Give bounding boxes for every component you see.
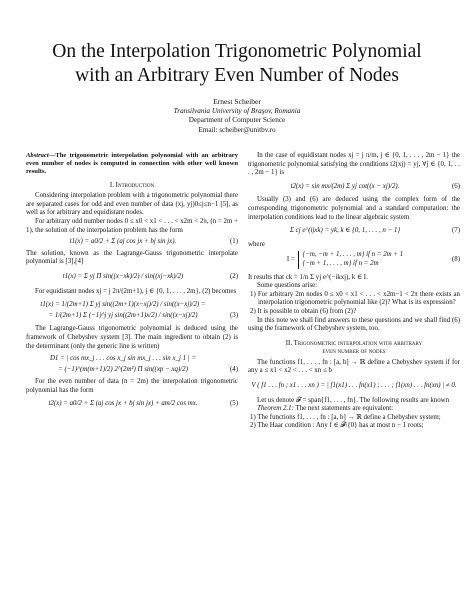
equation-number: (8) [451, 255, 460, 263]
theorem-label: Theorem 2.1: [257, 405, 294, 413]
equation-body: t2(x) = a0/2 + Σ (aj cos jx + bj sin jx) + am/2 cos mx. [48, 400, 198, 408]
equation-body: t2(x) = sin mx/(2m) Σ yj cot((x − xj)/2). [290, 182, 400, 190]
theorem [248, 405, 460, 414]
paragraph: For arbitrary odd number nodes 0 ≤ x0 < x1 < . . . < x2m < 2π, (n = 2m + 1), the solution of the interpolation problem has the form [26, 217, 238, 234]
equation-number: (5) [229, 400, 238, 408]
equation-number: (4) [229, 365, 238, 373]
equation-number: (1) [229, 238, 238, 246]
paragraph: The functions f1, . . . , fn : [a, b] → ℝ define a Chebyshev system if for any a ≤ x1 < x2 < . . . < xn ≤ b [248, 358, 460, 375]
paragraph: Some questions arise: [257, 282, 318, 290]
equation-8 [248, 251, 460, 268]
equation-number: (6) [451, 182, 460, 190]
equation-4 [26, 355, 238, 364]
abstract-label: Abstract [26, 152, 49, 159]
question-2: 2) It is possible to obtain (6) from (2)? [250, 307, 357, 315]
paper-title [0, 40, 474, 88]
paragraph: For the even number of data (n = 2m) the interpolation trigonometric polynomial has the form [26, 378, 238, 394]
right-column [248, 152, 460, 431]
equation-2 [26, 273, 238, 282]
section-heading-1: I. Introduction [109, 181, 155, 189]
equation-body: t1(x) = a0/2 + Σ (aj cos jx + bj sin jx). [69, 238, 177, 246]
question-1: 1) For arbitrary 2m nodes 0 ≤ x0 < x1 < . . . < x2m−1 < 2π there exists an interpolation trigonometric polynomial like (2)? What is its expression? [250, 290, 460, 307]
equation-3 [26, 301, 238, 310]
paragraph: The Lagrange-Gauss trigonometric polynomial is deduced using the framework of Chebyshev system [3]. The main ingredient to obtain (2) is the determinant (only the generic line is written) [26, 325, 238, 350]
title-line-1: On the Interpolation Trigonometric Polynomial [52, 41, 422, 62]
left-column [26, 152, 238, 414]
paragraph: Usually (3) and (6) are deduced using the complex form of the corresponding trigonometric polynomial and a standard computation: the interpolation conditions lead to the linear algebraic system [248, 196, 460, 221]
equation-4-cont [26, 366, 238, 375]
section-heading-2 [248, 340, 460, 357]
equation-9 [248, 382, 460, 391]
equation-7 [248, 227, 460, 236]
equation-body: V ( f1 . . . fn ; x1 . . . xn ) = | f1(x1) . . . fn(x1) ; . . . ; f1(xn) . . . fn(xn) | ≠ 0. [251, 382, 457, 390]
author-email: Email: scheiber@unitbv.ro [198, 125, 276, 134]
equation-body: = (−1)^(m(m+1)/2) 2^(2m²) Π sin((xp − xq)/2) [58, 365, 188, 373]
equation-8-case-2: {−m + 1, . . . , m} if n = 2m [302, 259, 379, 267]
theorem-item-1: 1) The functions f1, . . . , fn : [a, b] → ℝ define a Chebyshev system; [250, 413, 441, 421]
equation-body: = 1/(2m+1) Σ (−1)^j yj sin((2m+1)x/2) / sin((x−xj)/2) [48, 311, 198, 319]
paragraph: The solution, known as the Lagrange-Gauss trigonometric interpolate polynomial is [3],[4] [26, 249, 238, 266]
section-heading-2-line-2: even number of nodes [322, 348, 386, 356]
equation-body: Σ cj e^(ijxk) = yk, k ∈ {0, 1, . . . , n − 1} [289, 227, 401, 235]
paragraph: For equidistant nodes xj = j 2π/(2m+1), j ∈ {0, 1, . . . , 2m}, (2) becomes [35, 287, 237, 295]
equation-1 [26, 238, 238, 247]
equation-body: D1 = | cos mx_j . . . cos x_j sin mx_j . . . sin x_j 1 | = [49, 355, 197, 363]
paragraph: It results that ck = 1/n Σ yj e^(−ikxj), k ∈ I. [248, 273, 368, 281]
theorem-text: The next statements are equivalent: [295, 405, 394, 413]
equation-5 [26, 400, 238, 409]
equation-body: I = {−m, −m + 1, . . . , m} if n = 2m + 1 {−m + 1, . . . , m} if n = 2m [286, 251, 404, 267]
paragraph: Considering interpolation problem with a trigonometric polynomial there are separated cases for odd and even number of data (xj, yj)0≤j≤n−1 [5], as well as for arbitrary and equidistant nodes. [26, 192, 238, 217]
equation-number: (7) [451, 227, 460, 235]
equation-8-case-1: {−m, −m + 1, . . . , m} if n = 2m + 1 [302, 251, 404, 259]
abstract [26, 152, 238, 177]
equation-3-cont [26, 312, 238, 321]
equation-number: (3) [229, 311, 238, 319]
author-name: Ernest Scheiber [213, 97, 261, 106]
title-line-2: with an Arbitrary Even Number of Nodes [75, 65, 399, 86]
paragraph: Let us denote 𝓕 = span{f1, . . . , fn}. The following results are known [257, 396, 450, 404]
equation-body: t1(x) = Σ yj Π sin((x−xk)/2) / sin((xj−xk)/2) [62, 272, 184, 280]
author-institution: Transilvania University of Braşov, Romania [173, 106, 301, 115]
where-label: where [248, 240, 265, 248]
paragraph: In the case of equidistant nodes xj = j π/m, j ∈ {0, 1, . . . , 2m − 1} the trigonometric polynomial satisfying the conditions t2(xj) = yj, ∀j ∈ {0, 1, . . . , 2m − 1} is [248, 152, 460, 177]
equation-number: (2) [229, 272, 238, 280]
author-department: Department of Computer Science [188, 116, 286, 125]
paragraph: In this note we shall find answers to these questions and we shall find (6) using the framework of Chebyshev system, too. [248, 316, 460, 333]
theorem-item-2: 2) The Haar condition : Any f ∈ 𝓕\{0} has at most n − 1 roots; [250, 422, 424, 430]
equation-6 [248, 183, 460, 192]
equation-body: t1(x) = 1/(2m+1) Σ yj sin((2m+1)(x−xj)/2) / sin((x−xj)/2) = [40, 301, 206, 309]
abstract-text: —The trigonometric interpolation polynomial with an arbitrary even number of nodes is computed in connection with other well known results. [26, 152, 238, 176]
section-heading-2-line-1: II. Trigonometric interpolation with arbitrary [285, 339, 423, 347]
author-block [0, 97, 474, 135]
